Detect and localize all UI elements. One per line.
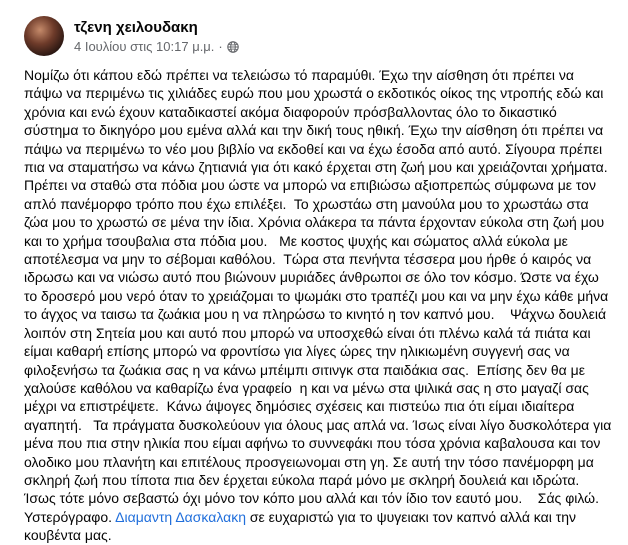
separator-dot: ·: [218, 38, 223, 54]
globe-icon[interactable]: [227, 40, 239, 52]
mention-link[interactable]: Διαμαντη Δασκαλακη: [115, 508, 246, 525]
post-header: [24, 14, 239, 58]
post-timestamp[interactable]: 4 Ιουλίου στις 10:17 μ.μ.: [74, 38, 215, 54]
post-body: [24, 66, 614, 545]
post-subline: [74, 38, 239, 55]
author-name[interactable]: τζενη χειλουδακη: [74, 18, 198, 36]
post-text-main: Νομίζω ότι κάπου εδώ πρέπει να τελειώσω τό παραμύθι. Έχω την αίσθηση ότι πρέπει να πάψω να περιμένω τις χιλιάδες ευρώ που μου χρωστά ο εκδοτικός οίκος της ντροπής εδώ και χρόνια και ενώ έχουν καταδικαστεί ακόμα διαφορούν πρόσβαλλοντας όλο το δικαστικό σύστημα το δικηγόρο μου εμένα αλλά και την δική τους ηθική. Έχω την αίσθηση ότι πρέπει να πάψω να περιμένω το νέο μου βιβλίο να εκδοθεί και να έχω έσοδα από αυτό. Σίγουρα πρέπει πια να σταματήσω να κάνω ζητιανιά για ότι κακό έρχεται στη ζωή μου και χρειάζονται χρήματα. Πρέπει να σταθώ στα πόδια μου ώστε να μπορώ να επιβιώσω αξιοπρεπώς σύμφωνα με τον απλό πανέμορφο τρόπο που έχω επιλέξει. Το χρωστάω στη μανούλα μου το χρωστάω στα ζώα μου το χρωστώ σε μένα την ίδια. Χρόνια ολάκερα τα πάντα έρχονταν εύκολα στη ζωή μου και το χρήμα τσουβαλια στα πόδια μου. Με κοστος ψυχής και σώματος αλλά εύκολα με αποτέλεσμα να μην το σέβομαι καθόλου. Τώρα στα πενήντα τέσσερα μου ήρθε ό καιρός να ιδρωσω και να νιώσω αυτό που βιώνουν μυριάδες άνθρωποι σε όλο τον κόσμο. Ώστε να έχω το δροσερό μου νερό όταν το χρειάζομαι το ψωμάκι στο τραπέζι μου και να μην έχω κάθε μήνα το άγχος να ταισω τα ζωάκια μου η να πληρώσω το κινητό η τον καπνό μου. Ψάχνω δουλειά λοιπόν στη Σητεία μου και αυτό που μπορώ να υποσχεθώ είναι ότι πλένω καλά τά πιάτα και είμαι καθαρή επίσης μπορώ να φροντίσω για λίγες ώρες την ηλικιωμένη συγγενή σας να φιλοξενήσω τα ζωάκια σας η να κάνω μπέιμπι σιτινγκ στα παιδάκια σας. Επίσης δεν θα με χαλούσε καθόλου να καθαρίζω ένα γραφείο η και να μένω στα ψιλικά σας η στο μαγαζί σας μέχρι να επιστρέψετε. Κάνω άψογες δημόσιες σχέσεις και πιστεύω πια ότι είμαι ιδιαίτερα αγαπητή. Τα πράγματα δυσκολεύουν για όλους μας απλά να. Ίσως είναι λίγο δυσκολότερα για μένα που πια στην ηλικία που είμαι αφήνω το συννεφάκι που τόσα χρόνια καβαλουσα και τον ολοδικο μου πλανήτη και επιτέλους προσγειωνομαι στη γη. Σε αυτή την τόσο πανέμορφη μα σκληρή ζωή που τίποτα πια δεν έρχεται εύκολα παρά μόνο με σκληρή δουλειά και ιδρώτα. Ίσως τότε μόνο σεβαστώ όχι μόνο τον κόπο μου αλλά και τόν ίδιο τον εαυτό μου. Σάς φιλώ. Υστερόγραφο.: [24, 67, 616, 525]
post-text-end: σε ευχαριστώ για το ψυγειακι τον καπνό αλλά και την κουβέντα μας.: [24, 508, 580, 544]
post-meta: [74, 18, 239, 55]
author-avatar[interactable]: [24, 16, 64, 56]
